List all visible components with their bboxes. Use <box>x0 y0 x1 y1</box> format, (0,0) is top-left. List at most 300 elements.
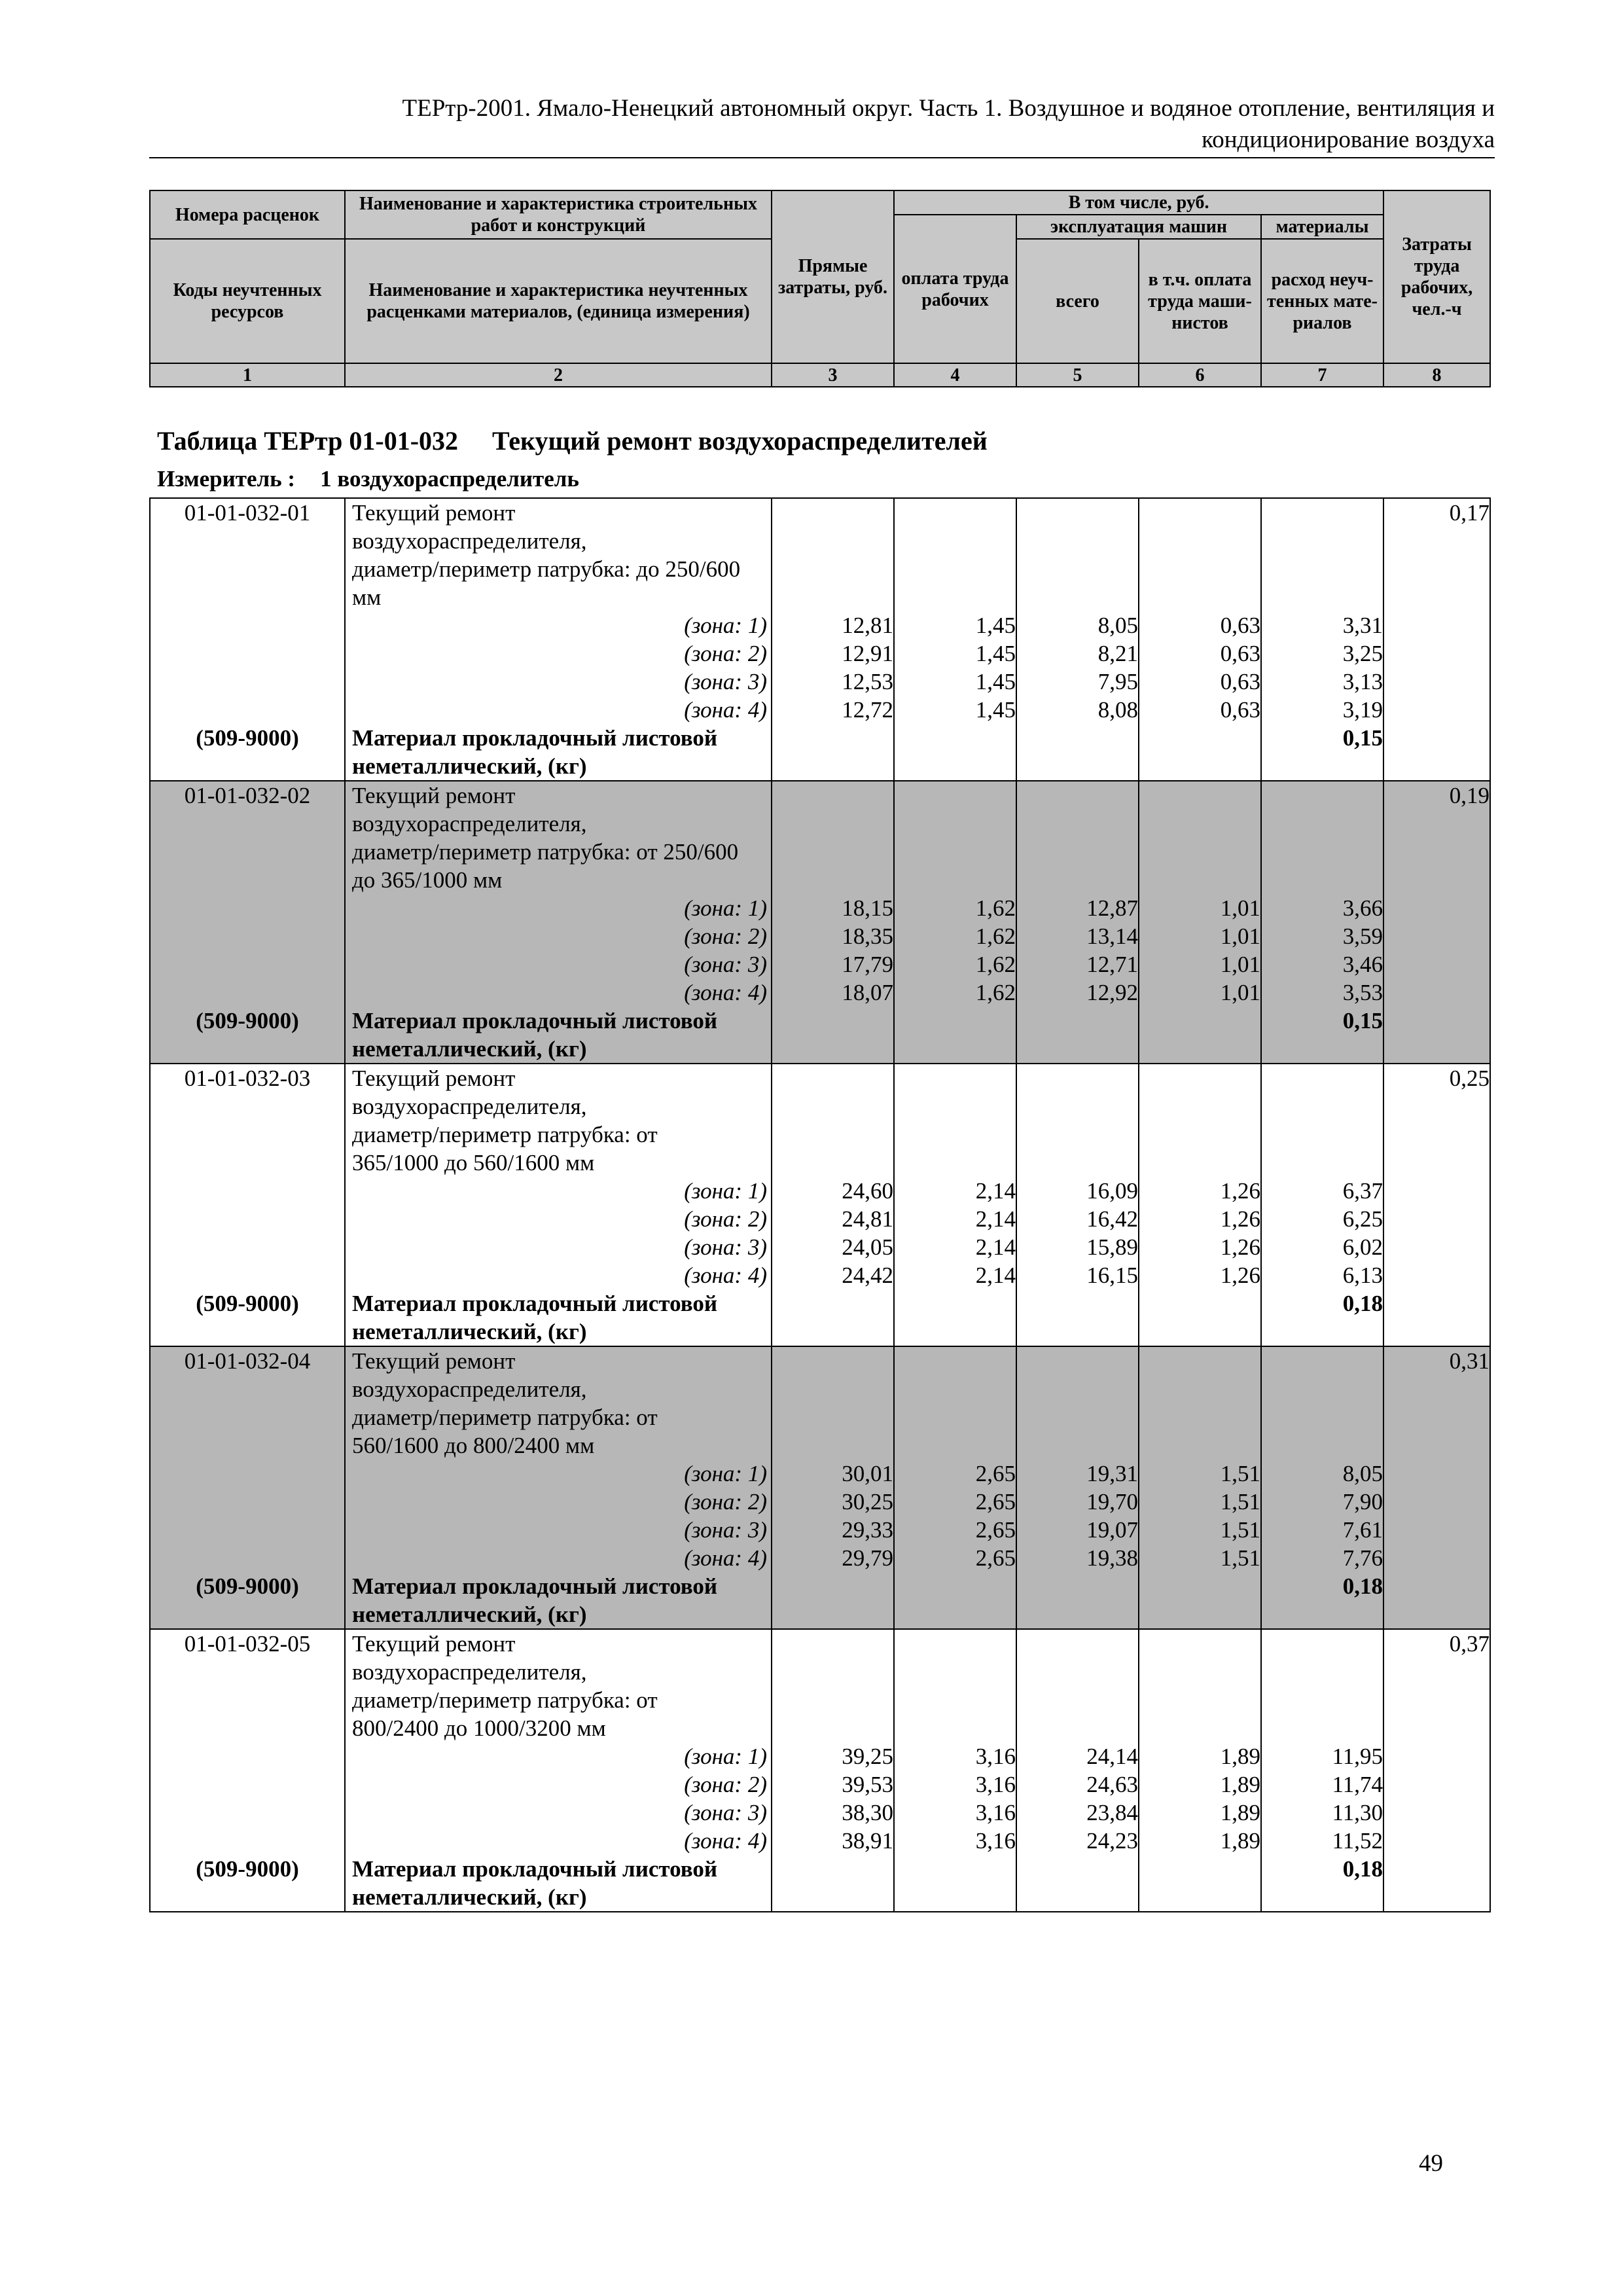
labor-value: 0,25 <box>1449 1066 1489 1091</box>
blank-line <box>1262 1403 1383 1431</box>
worker-pay: 3,16 <box>975 1800 1016 1825</box>
operator-pay-cell <box>1139 498 1261 781</box>
machine-total: 13,14 <box>1086 924 1138 949</box>
blank-line <box>1384 1799 1489 1827</box>
page-header <box>149 93 1495 156</box>
blank-line <box>895 583 1016 611</box>
blank-line <box>1139 724 1260 752</box>
blank-line <box>1262 1318 1383 1346</box>
rate-code-cell <box>150 1064 345 1346</box>
rate-name-cell <box>345 1346 772 1629</box>
machine-total: 19,07 <box>1086 1517 1138 1543</box>
machine-total: 19,38 <box>1086 1545 1138 1571</box>
blank-line <box>1384 1516 1489 1544</box>
worker-pay: 1,62 <box>975 895 1016 921</box>
machine-total: 8,21 <box>1097 641 1138 666</box>
blank-line <box>1262 1347 1383 1375</box>
materials-cost: 7,61 <box>1342 1517 1383 1543</box>
direct-cost-cell <box>772 1346 894 1629</box>
direct-cost: 18,07 <box>842 980 893 1005</box>
blank-line <box>772 1289 893 1318</box>
worker-pay: 2,14 <box>975 1206 1016 1232</box>
rate-code-cell <box>150 1346 345 1629</box>
rate-name-cell <box>345 1629 772 1912</box>
blank-line <box>772 1007 893 1035</box>
materials-cost: 7,90 <box>1342 1489 1383 1515</box>
blank-line <box>1139 1431 1260 1460</box>
blank-line <box>1017 1289 1138 1318</box>
zone-label: (зона: 4) <box>684 1263 767 1288</box>
blank-line <box>1017 838 1138 866</box>
rate-name-line: Текущий ремонт <box>352 783 516 808</box>
blank-line <box>151 1149 344 1177</box>
machine-total: 8,08 <box>1097 697 1138 723</box>
blank-line <box>772 1600 893 1628</box>
blank-line <box>1017 1600 1138 1628</box>
materials-cost-cell <box>1261 781 1383 1064</box>
machine-total: 7,95 <box>1097 669 1138 694</box>
rate-code: 01-01-032-05 <box>184 1631 311 1657</box>
blank-line <box>151 1686 344 1714</box>
direct-cost: 24,60 <box>842 1178 893 1204</box>
column-header-table <box>149 190 1491 387</box>
blank-line <box>895 1600 1016 1628</box>
operator-pay: 1,51 <box>1220 1461 1260 1486</box>
col-number: 6 <box>1139 363 1261 387</box>
rate-code-cell <box>150 781 345 1064</box>
col-rate-numbers: Номера расценок <box>150 190 345 239</box>
blank-line <box>895 1686 1016 1714</box>
blank-line <box>1384 1572 1489 1600</box>
measure-row <box>157 466 579 492</box>
table-title-text: Текущий ремонт воздухораспределителей <box>492 426 988 456</box>
direct-cost: 24,81 <box>842 1206 893 1232</box>
operator-pay: 1,26 <box>1220 1234 1260 1260</box>
blank-line <box>1139 1883 1260 1911</box>
rates-table <box>149 497 1491 1912</box>
worker-pay: 3,16 <box>975 1744 1016 1769</box>
zone-label: (зона: 3) <box>684 1234 767 1260</box>
blank-line <box>895 866 1016 894</box>
materials-cost: 3,31 <box>1342 613 1383 638</box>
blank-line <box>1017 1007 1138 1035</box>
direct-cost: 18,15 <box>842 895 893 921</box>
blank-line <box>1139 1572 1260 1600</box>
materials-cost: 11,52 <box>1332 1828 1383 1854</box>
blank-line <box>1384 527 1489 555</box>
operator-pay: 1,89 <box>1220 1744 1260 1769</box>
blank-line <box>895 1572 1016 1600</box>
worker-pay: 2,65 <box>975 1461 1016 1486</box>
rate-code: 01-01-032-02 <box>184 783 311 808</box>
direct-cost: 30,25 <box>842 1489 893 1515</box>
blank-line <box>151 1883 344 1911</box>
blank-line <box>772 555 893 583</box>
worker-pay: 1,62 <box>975 924 1016 949</box>
blank-line <box>1139 1600 1260 1628</box>
labor-value: 0,19 <box>1449 783 1489 808</box>
blank-line <box>772 1431 893 1460</box>
blank-line <box>1017 1035 1138 1063</box>
blank-line <box>151 1827 344 1855</box>
blank-line <box>772 1855 893 1883</box>
blank-line <box>772 1121 893 1149</box>
blank-line <box>1262 499 1383 527</box>
rate-name-line: Текущий ремонт <box>352 1066 516 1091</box>
blank-line <box>772 1064 893 1092</box>
blank-line <box>151 668 344 696</box>
blank-line <box>895 1121 1016 1149</box>
blank-line <box>151 752 344 780</box>
blank-line <box>1017 1403 1138 1431</box>
blank-line <box>1139 1855 1260 1883</box>
direct-cost: 17,79 <box>842 952 893 977</box>
resource-name: Материал прокладочный листовой <box>352 1573 718 1599</box>
blank-line <box>1017 1630 1138 1658</box>
rate-name-line: мм <box>352 584 382 610</box>
blank-line <box>1139 1375 1260 1403</box>
table-title-code: Таблица ТЕРтр 01-01-032 <box>157 426 459 456</box>
col-unaccounted-materials: расход неуч-тенных мате-риалов <box>1261 239 1383 363</box>
blank-line <box>1139 838 1260 866</box>
blank-line <box>151 1035 344 1063</box>
blank-line <box>895 499 1016 527</box>
blank-line <box>1384 1544 1489 1572</box>
labor-cell <box>1383 1629 1490 1912</box>
materials-cost: 8,05 <box>1342 1461 1383 1486</box>
blank-line <box>1384 950 1489 978</box>
resource-value: 0,18 <box>1342 1856 1383 1882</box>
blank-line <box>1017 1714 1138 1742</box>
rate-name-line: воздухораспределителя, <box>352 1094 587 1119</box>
blank-line <box>1384 1431 1489 1460</box>
blank-line <box>895 1149 1016 1177</box>
blank-line <box>1384 1007 1489 1035</box>
blank-line <box>151 1261 344 1289</box>
blank-line <box>1262 1092 1383 1121</box>
materials-cost: 3,25 <box>1342 641 1383 666</box>
blank-line <box>772 499 893 527</box>
worker-pay: 1,45 <box>975 641 1016 666</box>
rate-name-line: диаметр/периметр патрубка: от 250/600 <box>352 839 739 865</box>
blank-line <box>772 752 893 780</box>
blank-line <box>1139 499 1260 527</box>
resource-name: неметаллический, (кг) <box>352 1602 587 1627</box>
machine-total-cell <box>1016 1629 1139 1912</box>
blank-line <box>1139 1149 1260 1177</box>
blank-line <box>1139 1035 1260 1063</box>
blank-line <box>772 1092 893 1121</box>
blank-line <box>151 922 344 950</box>
blank-line <box>772 1035 893 1063</box>
machine-total: 24,14 <box>1086 1744 1138 1769</box>
operator-pay: 1,01 <box>1220 895 1260 921</box>
blank-line <box>895 838 1016 866</box>
blank-line <box>1384 696 1489 724</box>
zone-label: (зона: 4) <box>684 1545 767 1571</box>
blank-line <box>1384 1686 1489 1714</box>
rate-name-line: воздухораспределителя, <box>352 1376 587 1402</box>
materials-cost: 6,25 <box>1342 1206 1383 1232</box>
blank-line <box>1017 1572 1138 1600</box>
machine-total: 19,70 <box>1086 1489 1138 1515</box>
blank-line <box>1139 1686 1260 1714</box>
worker-pay-cell <box>894 1629 1016 1912</box>
blank-line <box>151 1658 344 1686</box>
blank-line <box>1262 583 1383 611</box>
col-materials: материалы <box>1261 215 1383 239</box>
blank-line <box>1384 583 1489 611</box>
worker-pay: 3,16 <box>975 1828 1016 1854</box>
operator-pay-cell <box>1139 1629 1261 1912</box>
direct-cost: 12,91 <box>842 641 893 666</box>
blank-line <box>772 1318 893 1346</box>
zone-label: (зона: 2) <box>684 641 767 666</box>
rate-name-line: Текущий ремонт <box>352 1348 516 1374</box>
blank-line <box>1017 1658 1138 1686</box>
blank-line <box>1262 838 1383 866</box>
blank-line <box>772 1149 893 1177</box>
blank-line <box>151 1318 344 1346</box>
blank-line <box>772 1572 893 1600</box>
rate-name-line: воздухораспределителя, <box>352 528 587 554</box>
zone-label: (зона: 1) <box>684 895 767 921</box>
blank-line <box>1384 1261 1489 1289</box>
machine-total: 12,87 <box>1086 895 1138 921</box>
blank-line <box>1262 1149 1383 1177</box>
blank-line <box>895 724 1016 752</box>
worker-pay: 2,14 <box>975 1234 1016 1260</box>
worker-pay: 1,62 <box>975 952 1016 977</box>
direct-cost: 38,30 <box>842 1800 893 1825</box>
blank-line <box>772 724 893 752</box>
machine-total-cell <box>1016 781 1139 1064</box>
worker-pay: 2,65 <box>975 1517 1016 1543</box>
blank-line <box>1384 1092 1489 1121</box>
zone-label: (зона: 3) <box>684 669 767 694</box>
direct-cost-cell <box>772 498 894 781</box>
blank-line <box>151 838 344 866</box>
col-number: 4 <box>894 363 1016 387</box>
col-number: 1 <box>150 363 345 387</box>
blank-line <box>1139 527 1260 555</box>
resource-code: (509-9000) <box>196 1573 299 1599</box>
zone-label: (зона: 3) <box>684 1517 767 1543</box>
worker-pay-cell <box>894 1346 1016 1629</box>
worker-pay: 3,16 <box>975 1772 1016 1797</box>
direct-cost: 12,72 <box>842 697 893 723</box>
blank-line <box>1384 1233 1489 1261</box>
machine-total: 24,23 <box>1086 1828 1138 1854</box>
machine-total: 16,42 <box>1086 1206 1138 1232</box>
direct-cost: 12,81 <box>842 613 893 638</box>
blank-line <box>1384 1149 1489 1177</box>
blank-line <box>1384 1121 1489 1149</box>
labor-cell <box>1383 498 1490 781</box>
blank-line <box>151 1742 344 1770</box>
blank-line <box>1384 894 1489 922</box>
operator-pay: 1,01 <box>1220 952 1260 977</box>
blank-line <box>1384 1035 1489 1063</box>
col-labor-costs: Затраты труда рабочих, чел.-ч <box>1383 190 1490 363</box>
rate-name-cell <box>345 1064 772 1346</box>
blank-line <box>1017 1064 1138 1092</box>
rate-code-cell <box>150 498 345 781</box>
blank-line <box>151 1544 344 1572</box>
blank-line <box>1262 1658 1383 1686</box>
table-row <box>150 1629 1490 1912</box>
materials-cost-cell <box>1261 1346 1383 1629</box>
blank-line <box>151 555 344 583</box>
rate-code: 01-01-032-04 <box>184 1348 311 1374</box>
blank-line <box>1139 781 1260 810</box>
rate-code: 01-01-032-01 <box>184 500 311 526</box>
resource-value: 0,15 <box>1342 725 1383 751</box>
blank-line <box>1017 555 1138 583</box>
blank-line <box>1384 866 1489 894</box>
blank-line <box>151 583 344 611</box>
blank-line <box>151 1600 344 1628</box>
worker-pay: 1,45 <box>975 697 1016 723</box>
materials-cost: 3,59 <box>1342 924 1383 949</box>
resource-code: (509-9000) <box>196 1856 299 1882</box>
table-title <box>157 425 988 456</box>
operator-pay: 1,51 <box>1220 1545 1260 1571</box>
blank-line <box>895 1431 1016 1460</box>
col-machine-operation: эксплуатация машин <box>1016 215 1261 239</box>
direct-cost: 29,33 <box>842 1517 893 1543</box>
page-number: 49 <box>1419 2150 1443 2177</box>
rate-name-cell <box>345 498 772 781</box>
col-total: всего <box>1016 239 1139 363</box>
blank-line <box>151 696 344 724</box>
col-number: 8 <box>1383 363 1490 387</box>
direct-cost-cell <box>772 1629 894 1912</box>
blank-line <box>151 978 344 1007</box>
materials-cost: 6,13 <box>1342 1263 1383 1288</box>
resource-name: неметаллический, (кг) <box>352 1884 587 1910</box>
blank-line <box>1262 866 1383 894</box>
operator-pay: 0,63 <box>1220 697 1260 723</box>
blank-line <box>1384 555 1489 583</box>
blank-line <box>151 1770 344 1799</box>
blank-line <box>895 1855 1016 1883</box>
blank-line <box>1384 1205 1489 1233</box>
blank-line <box>1139 1630 1260 1658</box>
operator-pay-cell <box>1139 781 1261 1064</box>
machine-total: 12,92 <box>1086 980 1138 1005</box>
zone-label: (зона: 4) <box>684 697 767 723</box>
blank-line <box>1017 1149 1138 1177</box>
blank-line <box>772 838 893 866</box>
blank-line <box>1262 1600 1383 1628</box>
blank-line <box>1017 1431 1138 1460</box>
direct-cost-cell <box>772 781 894 1064</box>
direct-cost: 39,25 <box>842 1744 893 1769</box>
blank-line <box>151 1177 344 1205</box>
machine-total-cell <box>1016 1064 1139 1346</box>
blank-line <box>1384 1460 1489 1488</box>
blank-line <box>1384 1488 1489 1516</box>
blank-line <box>1262 1035 1383 1063</box>
blank-line <box>1262 1686 1383 1714</box>
operator-pay: 1,89 <box>1220 1828 1260 1854</box>
operator-pay: 1,26 <box>1220 1178 1260 1204</box>
direct-cost: 30,01 <box>842 1461 893 1486</box>
measure-label: Измеритель : <box>157 466 296 492</box>
operator-pay: 1,26 <box>1220 1263 1260 1288</box>
operator-pay-cell <box>1139 1346 1261 1629</box>
materials-cost: 7,76 <box>1342 1545 1383 1571</box>
blank-line <box>895 752 1016 780</box>
blank-line <box>1384 978 1489 1007</box>
materials-cost-cell <box>1261 1629 1383 1912</box>
zone-label: (зона: 2) <box>684 1489 767 1515</box>
direct-cost: 29,79 <box>842 1545 893 1571</box>
resource-name: Материал прокладочный листовой <box>352 1291 718 1316</box>
blank-line <box>772 810 893 838</box>
blank-line <box>1262 752 1383 780</box>
zone-label: (зона: 4) <box>684 1828 767 1854</box>
blank-line <box>1384 1375 1489 1403</box>
blank-line <box>1017 810 1138 838</box>
blank-line <box>1017 781 1138 810</box>
rate-name-line: диаметр/периметр патрубка: до 250/600 <box>352 556 741 582</box>
machine-total-cell <box>1016 498 1139 781</box>
materials-cost: 11,30 <box>1332 1800 1383 1825</box>
blank-line <box>1017 1121 1138 1149</box>
materials-cost: 6,02 <box>1342 1234 1383 1260</box>
header-line-1: ТЕРтр-2001. Ямало-Ненецкий автономный округ. Часть 1. Воздушное и водяное отопление, вентиляция и <box>402 95 1495 122</box>
col-unaccounted-codes: Коды неучтенных ресурсов <box>150 239 345 363</box>
blank-line <box>151 1375 344 1403</box>
rate-code-cell <box>150 1629 345 1912</box>
blank-line <box>772 1630 893 1658</box>
zone-label: (зона: 1) <box>684 613 767 638</box>
rate-name-line: диаметр/периметр патрубка: от <box>352 1405 658 1430</box>
blank-line <box>895 555 1016 583</box>
blank-line <box>1139 1092 1260 1121</box>
resource-name: Материал прокладочный листовой <box>352 1856 718 1882</box>
blank-line <box>151 639 344 668</box>
blank-line <box>1262 1630 1383 1658</box>
blank-line <box>1017 1883 1138 1911</box>
labor-cell <box>1383 781 1490 1064</box>
blank-line <box>151 1714 344 1742</box>
blank-line <box>895 1375 1016 1403</box>
zone-label: (зона: 3) <box>684 1800 767 1825</box>
blank-line <box>1384 1883 1489 1911</box>
zone-label: (зона: 2) <box>684 924 767 949</box>
blank-line <box>772 583 893 611</box>
blank-line <box>895 1092 1016 1121</box>
direct-cost: 39,53 <box>842 1772 893 1797</box>
operator-pay: 0,63 <box>1220 641 1260 666</box>
rate-name-line: Текущий ремонт <box>352 500 516 526</box>
col-direct-costs: Прямые затраты, руб. <box>772 190 894 363</box>
materials-cost: 3,19 <box>1342 697 1383 723</box>
materials-cost: 3,66 <box>1342 895 1383 921</box>
blank-line <box>895 1883 1016 1911</box>
header-rule <box>149 157 1495 158</box>
blank-line <box>1139 1347 1260 1375</box>
blank-line <box>895 1630 1016 1658</box>
blank-line <box>1139 1121 1260 1149</box>
blank-line <box>1384 668 1489 696</box>
rate-name-line: до 365/1000 мм <box>352 867 503 893</box>
blank-line <box>1384 611 1489 639</box>
materials-cost-cell <box>1261 498 1383 781</box>
